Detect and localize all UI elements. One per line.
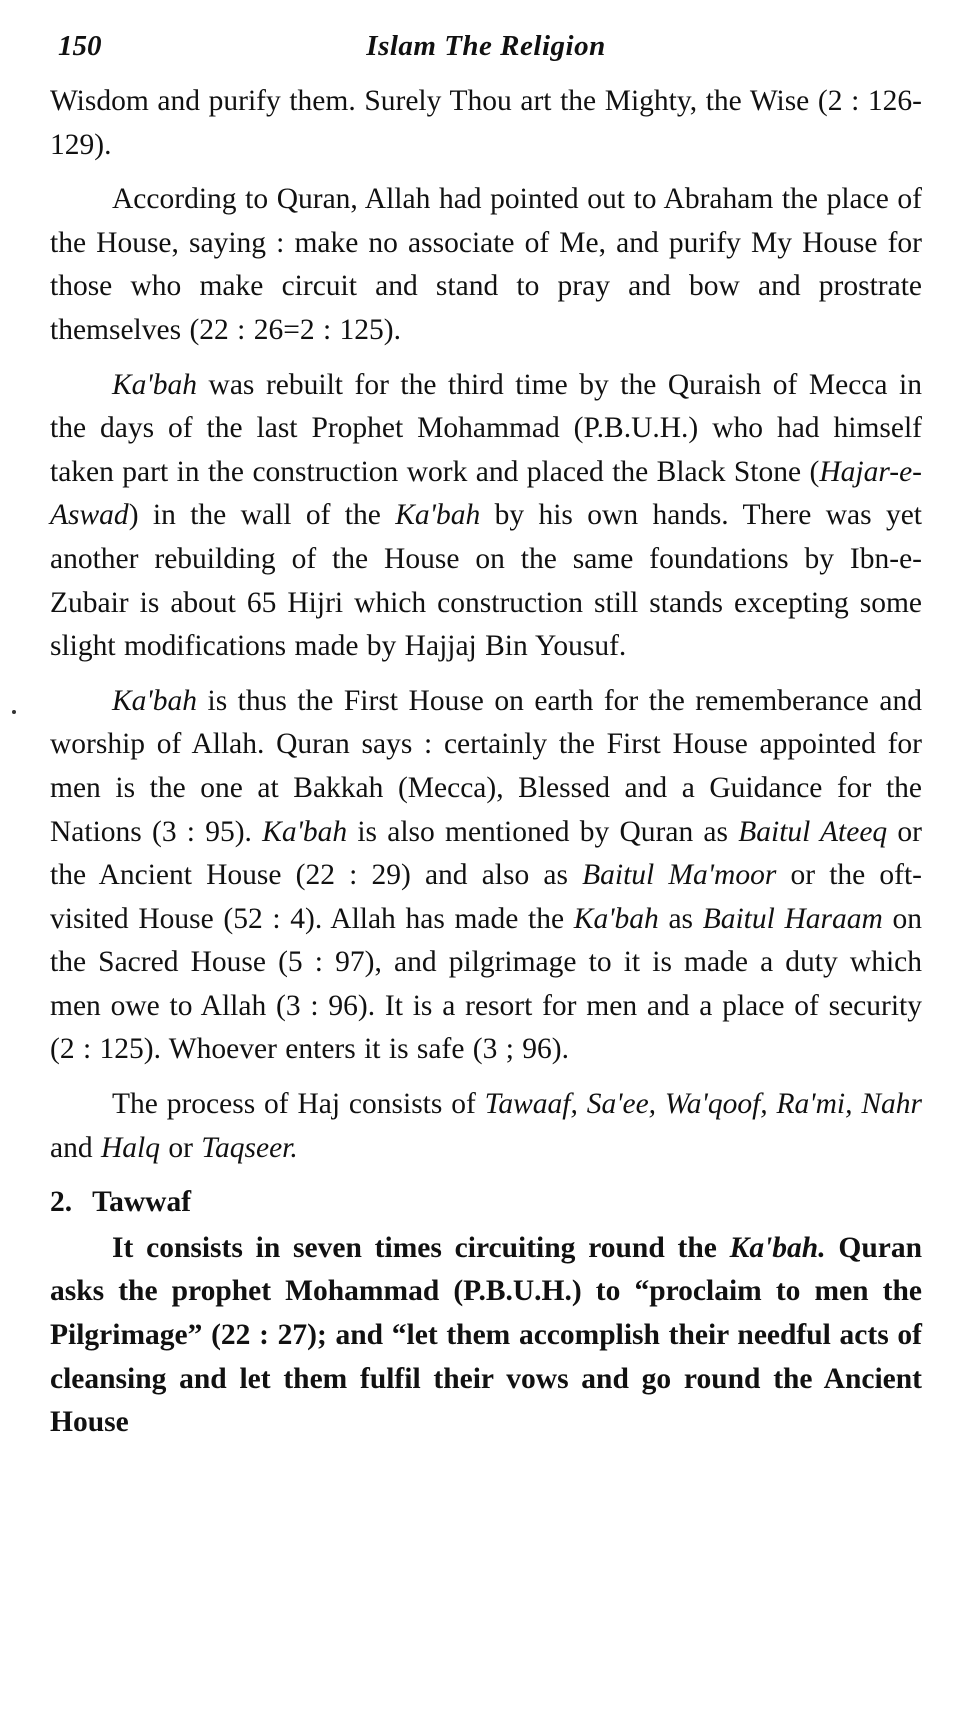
- text-run: According to Quran, Allah had pointed out to Abraham the place of the House, saying : make no associate of Me, and purify My House for those who make circuit and stand to pray and bow and prostrate themselves (22 : 26=2 : 125).: [50, 183, 922, 346]
- text-run: as: [658, 902, 703, 935]
- text-run: on the Sacred House (5 : 97), and pilgrimage to it is made a duty which men owe to Allah (3 : 96). It is a resort for men and a place of security (2 : 125). Whoever enters it is safe (3 ; 96).: [50, 902, 923, 1066]
- paragraph: [50, 364, 922, 669]
- italic-term: Ka'bah.: [729, 1231, 826, 1264]
- italic-term: Ka'bah: [262, 815, 348, 848]
- text-run: or the Ancient House (22 : 29) and also as: [50, 815, 922, 892]
- section-heading: [50, 1181, 922, 1225]
- section-title: Tawwaf: [92, 1186, 192, 1219]
- text-run: Quran asks the prophet Mohammad (P.B.U.H.) to “proclaim to men the Pilgrimage” (22 : 27); and “let them accomplish their needful acts of cleansing and let them fulfil their vows and go round the Ancient House: [50, 1231, 922, 1439]
- italic-term: Ka'bah: [395, 499, 481, 532]
- margin-speck: [12, 710, 16, 714]
- body-text: [50, 80, 922, 1445]
- page-header: [50, 28, 922, 80]
- text-run: is also mentioned by Quran as: [347, 815, 739, 848]
- italic-term: Taqseer.: [201, 1131, 298, 1164]
- italic-term: Hajar-e-Aswad: [50, 455, 922, 532]
- text-run: or the oft-visited House (52 : 4). Allah has made the: [50, 859, 922, 935]
- text-run: and: [50, 1131, 101, 1164]
- text-run: The process of Haj consists of: [112, 1088, 485, 1121]
- text-run: was rebuilt for the third time by the Quraish of Mecca in the days of the last Prophet Mohammad (P.B.U.H.) who had himself taken part in the construction work and placed the Black Stone (: [50, 368, 922, 488]
- text-run: ) in the wall of the: [128, 499, 396, 532]
- italic-term: Tawaaf, Sa'ee, Wa'qoof, Ra'mi, Nahr: [484, 1088, 922, 1121]
- paragraph: [50, 1083, 922, 1170]
- italic-term: Ka'bah: [573, 902, 659, 935]
- text-run: Wisdom and purify them. Surely Thou art the Mighty, the Wise (2 : 126-129).: [50, 85, 922, 161]
- italic-term: Baitul Ma'moor: [582, 859, 777, 892]
- italic-term: Ka'bah: [112, 684, 197, 717]
- section-paragraph: [50, 1227, 922, 1445]
- text-run: is thus the First House on earth for the rememberance and worship of Allah. Quran says : certainly the First House appointed for men is the one at Bakkah (Mecca), Blessed and a Guidance for the Nations (3 : 95).: [50, 684, 922, 848]
- italic-term: Baitul Ateeq: [738, 815, 888, 848]
- italic-term: Halq: [100, 1131, 160, 1164]
- section-number: 2.: [50, 1186, 73, 1219]
- paragraph: [50, 80, 922, 167]
- paragraph-list: [50, 80, 922, 1170]
- italic-term: Ka'bah: [112, 368, 197, 401]
- text-run: by his own hands. There was yet another rebuilding of the House on the same foundations by Ibn-e-Zubair is about 65 Hijri which construction still stands excepting some slight modifications made by Hajjaj Bin Yousuf.: [50, 499, 923, 663]
- running-title: Islam The Religion: [366, 30, 606, 62]
- text-run: or: [159, 1131, 202, 1164]
- paragraph: [50, 178, 922, 352]
- page-number: 150: [58, 30, 102, 62]
- italic-term: Baitul Haraam: [702, 902, 883, 935]
- paragraph: [50, 680, 922, 1072]
- text-run: It consists in seven times circuiting round the: [112, 1231, 730, 1264]
